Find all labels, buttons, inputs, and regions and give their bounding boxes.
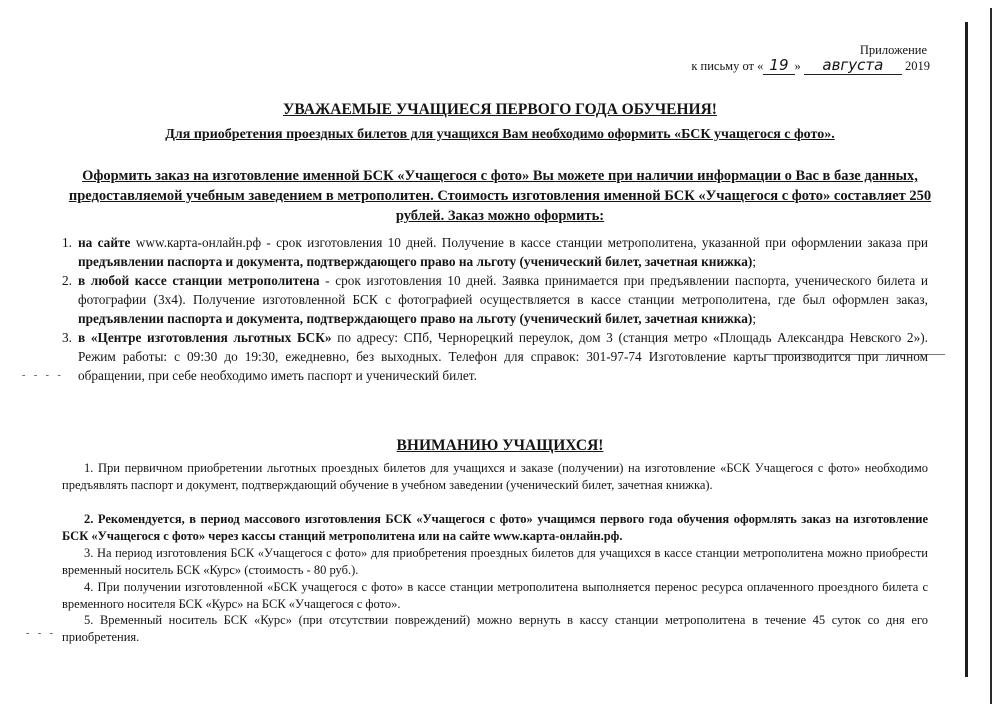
page-title: УВАЖАЕМЫЕ УЧАЩИЕСЯ ПЕРВОГО ГОДА ОБУЧЕНИЯ! [283, 101, 717, 118]
letter-date-line [691, 56, 930, 75]
quote-close: » [794, 59, 801, 73]
scan-edge-line [965, 22, 968, 677]
list-item: 2. в любой кассе станции метрополитена - срок изготовления 10 дней. Заявка принимается при предъявлении паспорта, ученического билета и фотографии (3х4). Получение изготовленной БСК с фотографией осуществляется в кассе станции метрополитена, где был оформлен заказ, предъявлении паспорта и документа, подтверждающего право на льготу (ученический билет, зачетная книжка); [62, 273, 928, 326]
list-item: 3. в «Центре изготовления льготных БСК» по адресу: СПб, Чернорецкий переулок, дом 3 (станция метро «Площадь Александра Невского 2»). Режим работы: с 09:30 до 19:30, ежедневно, без выходных. Телефон для справок: 301-97-74 Изготовление карты производится при личном обращении, при себе необходимо иметь паспорт и ученический билет. [62, 330, 928, 383]
handwritten-month: августа [804, 56, 902, 75]
scan-artifact-dashes: - - - - [22, 370, 64, 381]
note-5: 5. Временный носитель БСК «Курс» (при отсутствии повреждений) можно вернуть в кассу станции метрополитена в течение 45 суток со дня его приобретения. [62, 613, 928, 644]
intro-paragraph: Оформить заказ на изготовление именной БСК «Учащегося с фото» Вы можете при наличии информации о Вас в базе данных, предоставляемой учебным заведением в метрополитен. Стоимость изготовления именной БСК «Учащегося с фото» составляет 250 рублей. Заказ можно оформить: [68, 168, 932, 224]
letter-year: 2019 [905, 59, 930, 73]
page-subtitle: Для приобретения проездных билетов для учащихся Вам необходимо оформить «БСК учащегося с фото». [165, 127, 835, 142]
note-3: 3. На период изготовления БСК «Учащегося с фото» для приобретения проездных билетов для учащихся в кассе станции метрополитена можно приобрести временный носитель БСК «Курс» (стоимость - 80 руб.). [62, 546, 928, 577]
handwritten-day: 19 [763, 56, 794, 75]
note-2: 2. Рекомендуется, в период массового изготовления БСК «Учащегося с фото» учащимся первого года обучения оформлять заказ на изготовление БСК «Учащегося с фото» через кассы станций метрополитена или на сайте www.карта-онлайн.рф. [62, 512, 928, 543]
letter-prefix: к письму от « [691, 59, 764, 73]
website-link[interactable]: www.карта-онлайн.рф [135, 235, 262, 250]
list-item: 1. на сайте www.карта-онлайн.рф - срок изготовления 10 дней. Получение в кассе станции метрополитена, указанной при оформлении заказа при предъявлении паспорта и документа, подтверждающего право на льготу (ученический билет, зачетная книжка); [62, 235, 928, 269]
note-4: 4. При получении изготовленной «БСК учащегося с фото» в кассе станции метрополитена выполняется перенос ресурса оплаченного проездного билета с временного носителя БСК «Курс» на БСК «Учащегося с фото». [62, 580, 928, 611]
appendix-label: Приложение [859, 43, 927, 57]
order-options-list [62, 233, 928, 385]
note-1: 1. При первичном приобретении льготных проездных билетов для учащихся и заказе (получении) на изготовление «БСК Учащегося с фото» необходимо предъявлять паспорт и документ, подтверждающий обучение в учебном заведении (ученический билет, зачетная книжка). [62, 461, 928, 492]
attention-heading: ВНИМАНИЮ УЧАЩИХСЯ! [396, 437, 604, 454]
scan-artifact-dashes: - - - [26, 628, 56, 639]
